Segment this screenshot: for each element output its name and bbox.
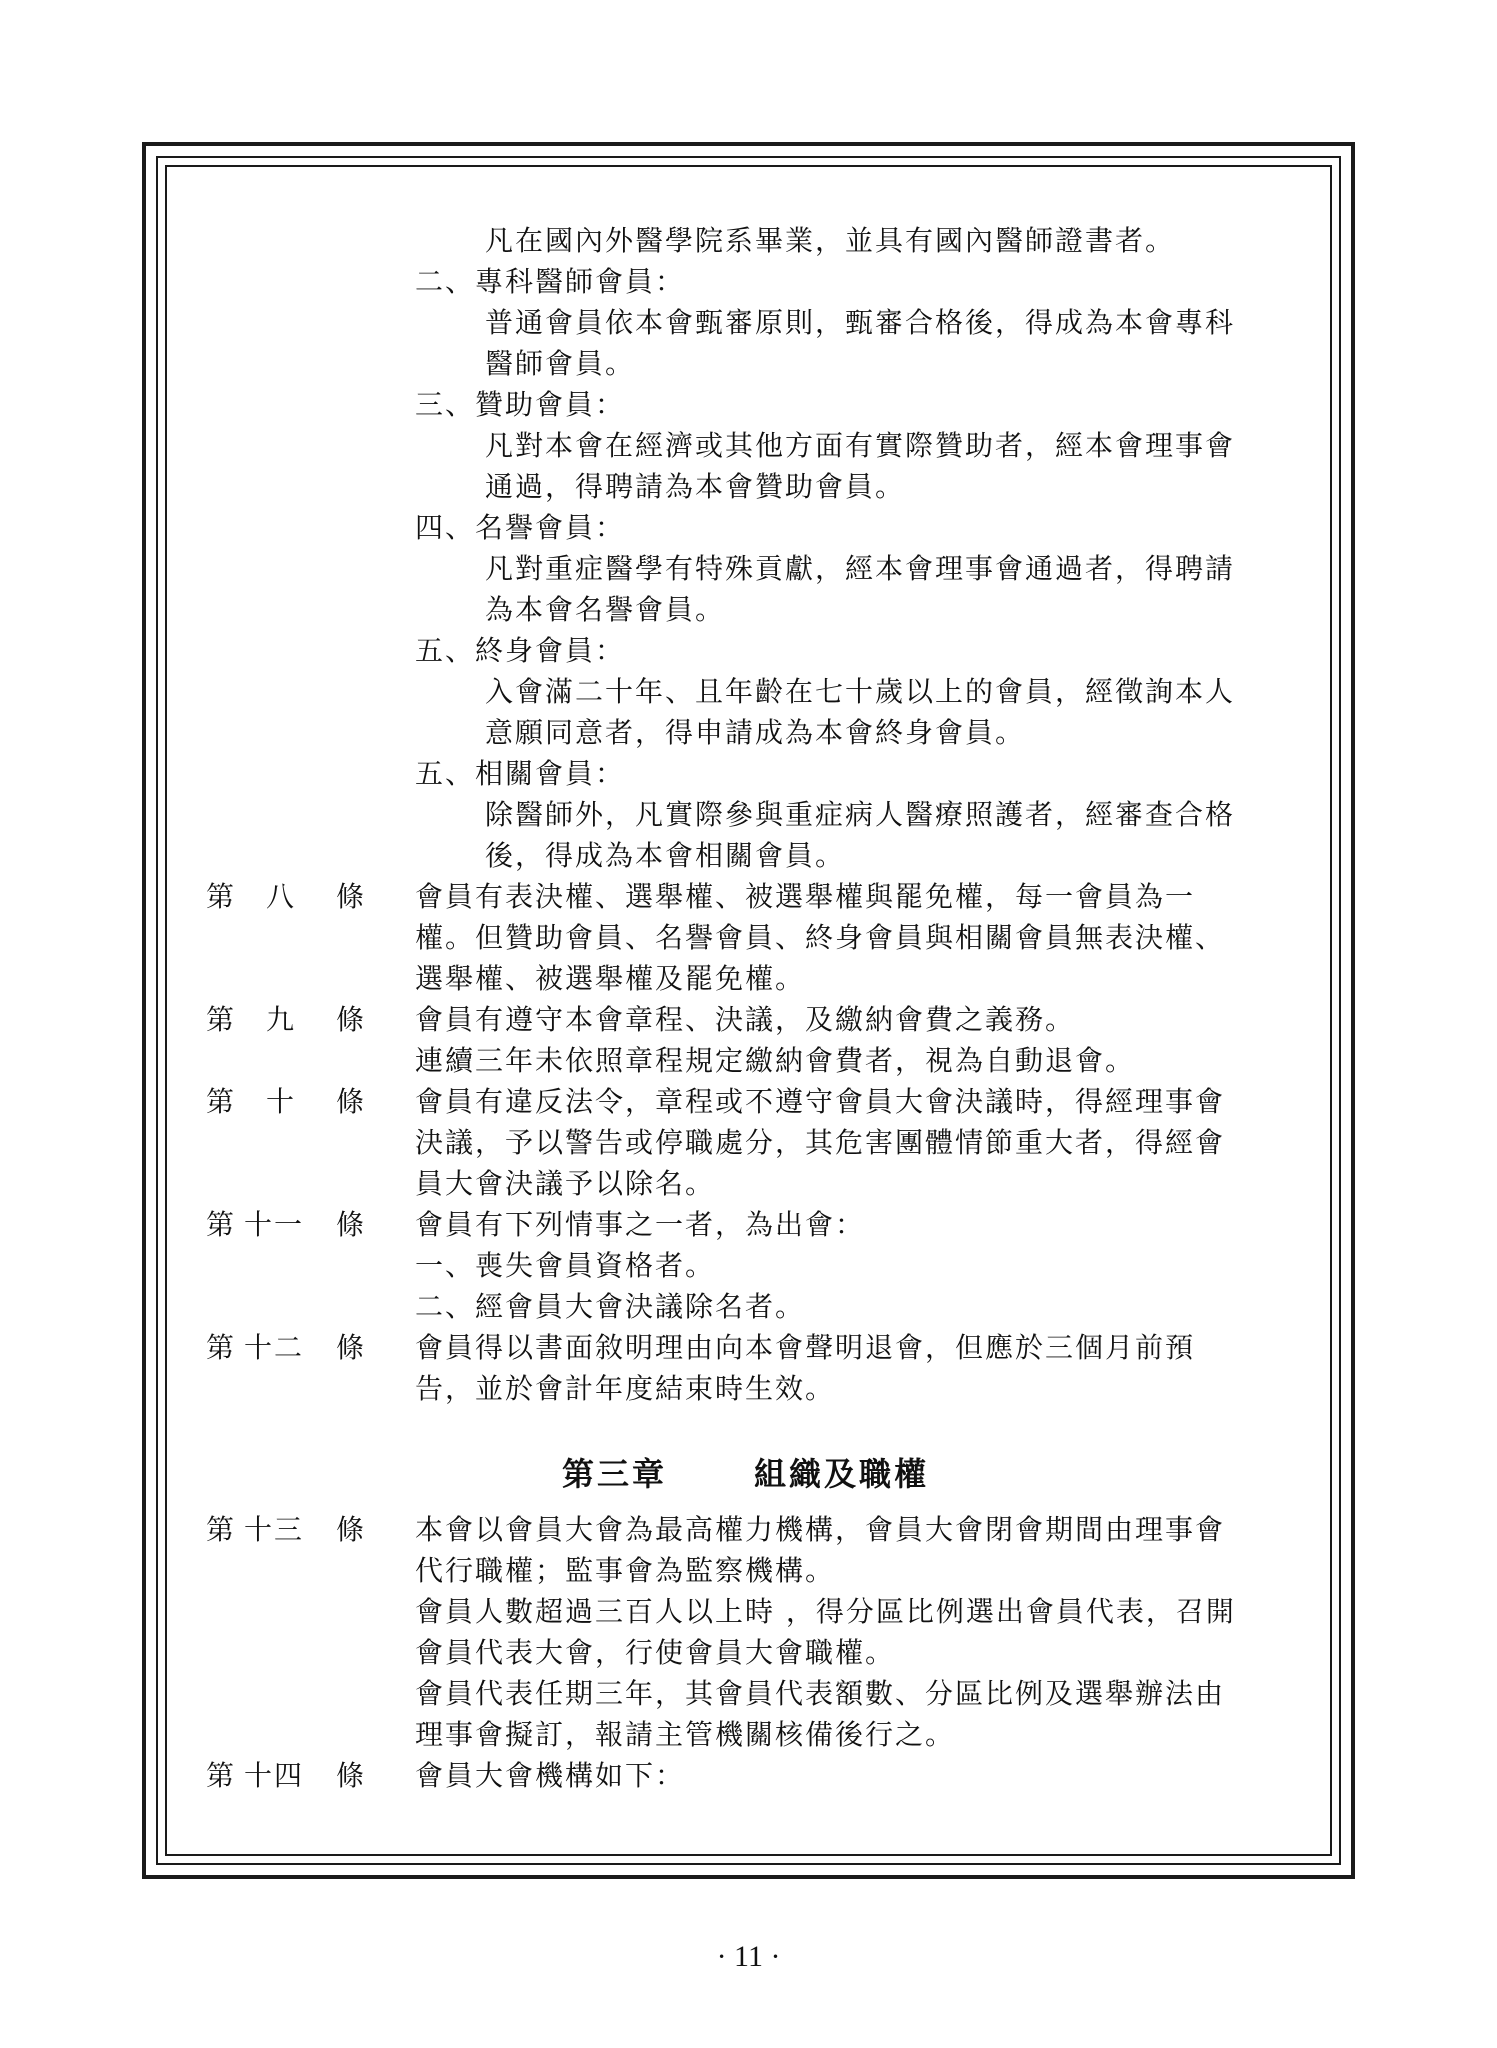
article-label-part: 十 xyxy=(266,1085,297,1118)
line-text: 理事會擬訂，報請主管機關核備後行之。 xyxy=(415,1718,956,1751)
line-text: 五、終身會員： xyxy=(415,634,626,667)
line-text: 會員有遵守本會章程、決議，及繳納會費之義務。 xyxy=(415,1003,1076,1036)
article-label-part: 第 xyxy=(206,1759,237,1792)
chapter-title: 組織及職權 xyxy=(754,1455,930,1493)
text-line xyxy=(200,712,1300,753)
article-label-part: 條 xyxy=(336,1759,367,1792)
line-text: 三、贊助會員： xyxy=(415,388,626,421)
line-text: 告，並於會計年度結束時生效。 xyxy=(415,1372,836,1405)
text-line xyxy=(200,958,1300,999)
line-text: 除醫師外，凡實際參與重症病人醫療照護者，經審查合格 xyxy=(485,798,1236,831)
chapter-number: 第三章 xyxy=(562,1455,668,1493)
text-line xyxy=(200,384,1300,425)
text-line xyxy=(200,1591,1300,1632)
text-line xyxy=(200,1632,1300,1673)
line-text: 會員有表決權、選舉權、被選舉權與罷免權，每一會員為一 xyxy=(415,880,1196,913)
line-text: 連續三年未依照章程規定繳納會費者，視為自動退會。 xyxy=(415,1044,1136,1077)
line-text: 會員代表大會，行使會員大會職權。 xyxy=(415,1636,896,1669)
text-line xyxy=(200,753,1300,794)
page-number: · 11 · xyxy=(716,1940,781,1973)
text-line xyxy=(200,1163,1300,1204)
line-text: 會員得以書面敘明理由向本會聲明退會，但應於三個月前預 xyxy=(415,1331,1196,1364)
text-line xyxy=(200,1714,1300,1755)
line-text: 為本會名譽會員。 xyxy=(485,593,726,626)
line-text: 一、喪失會員資格者。 xyxy=(415,1249,716,1282)
line-text: 選舉權、被選舉權及罷免權。 xyxy=(415,962,806,995)
text-line xyxy=(200,1245,1300,1286)
article-label-part: 十三 xyxy=(244,1513,305,1546)
text-line xyxy=(200,917,1300,958)
text-line xyxy=(200,302,1300,343)
article-label-part: 條 xyxy=(336,1085,367,1118)
line-text: 權。但贊助會員、名譽會員、終身會員與相關會員無表決權、 xyxy=(415,921,1226,954)
article-label-part: 九 xyxy=(266,1003,297,1036)
line-text: 入會滿二十年、且年齡在七十歲以上的會員，經徵詢本人 xyxy=(485,675,1236,708)
article-label-part: 條 xyxy=(336,1331,367,1364)
text-line xyxy=(200,507,1300,548)
article-label-part: 第 xyxy=(206,1208,237,1241)
line-text: 通過，得聘請為本會贊助會員。 xyxy=(485,470,906,503)
line-text: 二、經會員大會決議除名者。 xyxy=(415,1290,806,1323)
line-text: 本會以會員大會為最高權力機構，會員大會閉會期間由理事會 xyxy=(415,1513,1226,1546)
text-line xyxy=(200,1550,1300,1591)
text-line xyxy=(200,835,1300,876)
line-text: 會員大會機構如下： xyxy=(415,1759,686,1792)
line-text: 決議，予以警告或停職處分，其危害團體情節重大者，得經會 xyxy=(415,1126,1226,1159)
article-line xyxy=(200,1204,1300,1245)
article-label-part: 八 xyxy=(266,880,297,913)
line-text: 凡對重症醫學有特殊貢獻，經本會理事會通過者，得聘請 xyxy=(485,552,1236,585)
line-text: 五、相關會員： xyxy=(415,757,626,790)
article-label-part: 條 xyxy=(336,1208,367,1241)
article-line xyxy=(200,999,1300,1040)
text-line xyxy=(200,1368,1300,1409)
chapter-heading xyxy=(200,1409,1300,1509)
line-text: 員大會決議予以除名。 xyxy=(415,1167,716,1200)
line-text: 醫師會員。 xyxy=(485,347,636,380)
article-label-part: 第 xyxy=(206,1331,237,1364)
text-line xyxy=(200,1040,1300,1081)
line-text: 代行職權；監事會為監察機構。 xyxy=(415,1554,836,1587)
line-text: 凡在國內外醫學院系畢業，並具有國內醫師證書者。 xyxy=(485,224,1176,257)
article-label-part: 第 xyxy=(206,1003,237,1036)
text-line xyxy=(200,261,1300,302)
article-label-part: 十二 xyxy=(244,1331,305,1364)
article-line xyxy=(200,1327,1300,1368)
text-line xyxy=(200,794,1300,835)
document-body xyxy=(200,220,1300,1796)
line-text: 普通會員依本會甄審原則，甄審合格後，得成為本會專科 xyxy=(485,306,1236,339)
text-line xyxy=(200,671,1300,712)
line-text: 會員代表任期三年，其會員代表額數、分區比例及選舉辦法由 xyxy=(415,1677,1226,1710)
article-line xyxy=(200,1081,1300,1122)
text-line xyxy=(200,425,1300,466)
article-label-part: 十四 xyxy=(244,1759,305,1792)
line-text: 二、專科醫師會員： xyxy=(415,265,686,298)
article-label-part: 第 xyxy=(206,880,237,913)
line-text: 後，得成為本會相關會員。 xyxy=(485,839,846,872)
article-label-part: 第 xyxy=(206,1085,237,1118)
article-label-part: 十一 xyxy=(244,1208,305,1241)
article-label-part: 條 xyxy=(336,880,367,913)
line-text: 會員有下列情事之一者，為出會： xyxy=(415,1208,866,1241)
article-label-part: 條 xyxy=(336,1513,367,1546)
section-membership xyxy=(200,220,1300,1409)
text-line xyxy=(200,1286,1300,1327)
section-organization xyxy=(200,1509,1300,1796)
article-line xyxy=(200,876,1300,917)
article-label-part: 第 xyxy=(206,1513,237,1546)
article-label-part: 條 xyxy=(336,1003,367,1036)
line-text: 四、名譽會員： xyxy=(415,511,626,544)
text-line xyxy=(200,1122,1300,1163)
text-line xyxy=(200,220,1300,261)
text-line xyxy=(200,548,1300,589)
text-line xyxy=(200,466,1300,507)
line-text: 會員有違反法令，章程或不遵守會員大會決議時，得經理事會 xyxy=(415,1085,1226,1118)
line-text: 凡對本會在經濟或其他方面有實際贊助者，經本會理事會 xyxy=(485,429,1236,462)
text-line xyxy=(200,343,1300,384)
line-text: 意願同意者，得申請成為本會終身會員。 xyxy=(485,716,1026,749)
article-line xyxy=(200,1755,1300,1796)
line-text: 會員人數超過三百人以上時 ，得分區比例選出會員代表，召開 xyxy=(415,1595,1236,1628)
text-line xyxy=(200,1673,1300,1714)
text-line xyxy=(200,589,1300,630)
text-line xyxy=(200,630,1300,671)
article-line xyxy=(200,1509,1300,1550)
